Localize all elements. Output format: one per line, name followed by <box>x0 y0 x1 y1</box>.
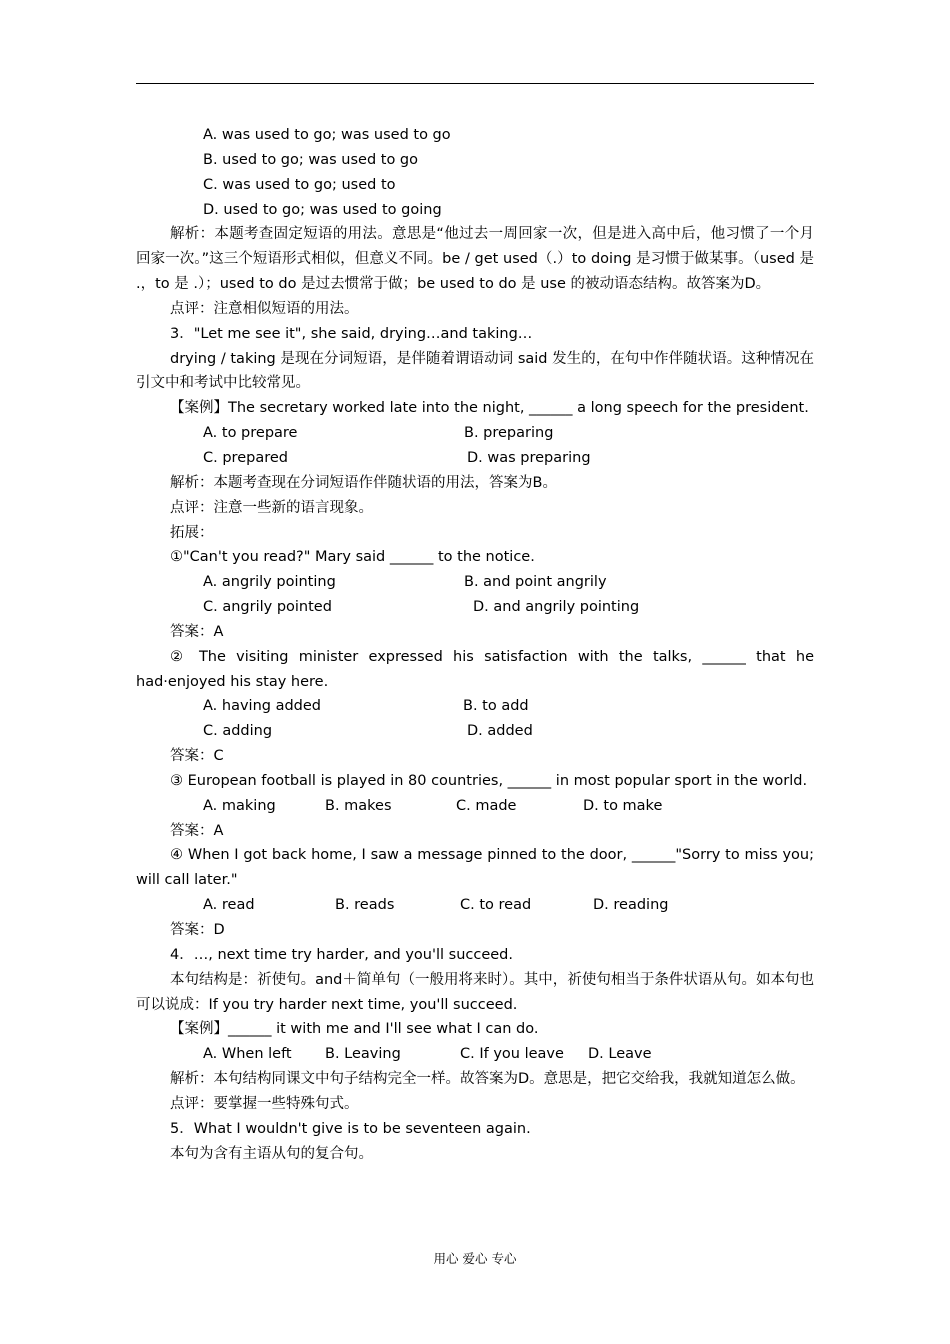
explanation-paragraph: drying / taking 是现在分词短语，是伴随着谓语动词 said 发生的，在句中作伴随状语。这种情况在引文中和考试中比较常见。 <box>136 350 814 392</box>
option-c: C. adding <box>203 723 273 740</box>
option-d: D. added <box>467 723 533 740</box>
option-b: B. and point angrily <box>464 574 607 591</box>
option-d: D. reading <box>593 897 669 914</box>
option-d: D. and angrily pointing <box>473 599 640 616</box>
options-row <box>136 446 814 471</box>
explanation-line: 本句为含有主语从句的复合句。 <box>170 1145 373 1162</box>
item-heading: 5．What I wouldn't give is to be seventeen again. <box>170 1120 531 1137</box>
options-row <box>136 893 814 918</box>
options-row <box>136 570 814 595</box>
comment-line: 点评：要掌握一些特殊句式。 <box>170 1095 359 1112</box>
item-heading: 4．…, next time try harder, and you'll succeed. <box>170 946 513 963</box>
option-c: C. angrily pointed <box>203 599 332 616</box>
option-d: D. was preparing <box>467 449 591 466</box>
option-c: C. made <box>456 797 517 814</box>
option-a: A. having added <box>203 698 321 715</box>
exercise-question: ①"Can't you read?" Mary said ______ to the notice. <box>170 549 535 566</box>
comment-line: 点评：注意一些新的语言现象。 <box>170 499 373 516</box>
option-line: B. used to go; was used to go <box>203 151 419 168</box>
option-d: D. to make <box>583 797 663 814</box>
comment-line: 点评：注意相似短语的用法。 <box>170 300 359 317</box>
options-row <box>136 794 814 819</box>
options-row <box>136 421 814 446</box>
option-b: B. to add <box>463 698 529 715</box>
options-row <box>136 595 814 620</box>
option-a: A. angrily pointing <box>203 574 336 591</box>
option-line: C. was used to go; used to <box>203 176 396 193</box>
item-heading: 3．"Let me see it", she said, drying…and taking… <box>170 325 533 342</box>
option-b: B. preparing <box>464 425 554 442</box>
header-rule <box>136 83 814 84</box>
answer-line: 答案：C <box>170 748 224 765</box>
case-question: 【案例】The secretary worked late into the night, ______ a long speech for the president. <box>170 400 809 417</box>
extension-label: 拓展： <box>170 524 214 541</box>
analysis-paragraph: 解析：本句结构同课文中句子结构完全一样。故答案为D。意思是，把它交给我，我就知道怎么做。 <box>170 1071 805 1088</box>
option-a: A. making <box>203 797 276 814</box>
option-d: D. Leave <box>588 1046 652 1063</box>
page-footer: 用心 爱心 专心 <box>433 1251 517 1266</box>
case-question: 【案例】______ it with me and I'll see what I can do. <box>170 1021 539 1038</box>
options-row <box>136 694 814 719</box>
option-b: B. makes <box>325 797 392 814</box>
option-c: C. to read <box>460 897 532 914</box>
explanation-paragraph: 本句结构是：祈使句。and＋简单句（一般用将来时）。其中，祈使句相当于条件状语从句。如本句也可以说成：If you try harder next time, you'll succeed. <box>136 971 814 1013</box>
exercise-question: ③ European football is played in 80 countries, ______ in most popular sport in the world. <box>170 772 808 789</box>
answer-line: 答案：A <box>170 623 224 640</box>
option-a: A. read <box>203 897 255 914</box>
analysis-line: 解析：本题考查现在分词短语作伴随状语的用法，答案为B。 <box>170 474 557 491</box>
answer-line: 答案：D <box>170 922 225 938</box>
exercise-question: ② The visiting minister expressed his satisfaction with the talks, ______ that he had·enjoyed his stay here. <box>136 648 814 690</box>
page-content <box>136 123 814 1166</box>
option-line: D. used to go; was used to going <box>203 201 442 218</box>
options-row <box>136 719 814 744</box>
option-a: A. to prepare <box>203 425 298 442</box>
option-c: C. prepared <box>203 449 288 466</box>
analysis-paragraph: 解析：本题考查固定短语的用法。意思是“他过去一周回家一次，但是进入高中后，他习惯了一个月回家一次。”这三个短语形式相似，但意义不同。be / get used（.）to doing 是习惯于做某事。（used 是 .，to 是 .）；used to do 是过去惯常于做；be used to do 是 use 的被动语态结构。故答案为D。 <box>136 226 814 293</box>
exercise-question: ④ When I got back home, I saw a message pinned to the door, ______"Sorry to miss you; will call later." <box>136 847 814 889</box>
answer-line: 答案：A <box>170 822 224 839</box>
option-a: A. When left <box>203 1046 292 1063</box>
option-line: A. was used to go; was used to go <box>203 127 451 143</box>
option-b: B. reads <box>335 897 395 914</box>
options-row <box>136 1042 814 1067</box>
option-b: B. Leaving <box>325 1046 401 1063</box>
option-c: C. If you leave <box>460 1046 564 1063</box>
